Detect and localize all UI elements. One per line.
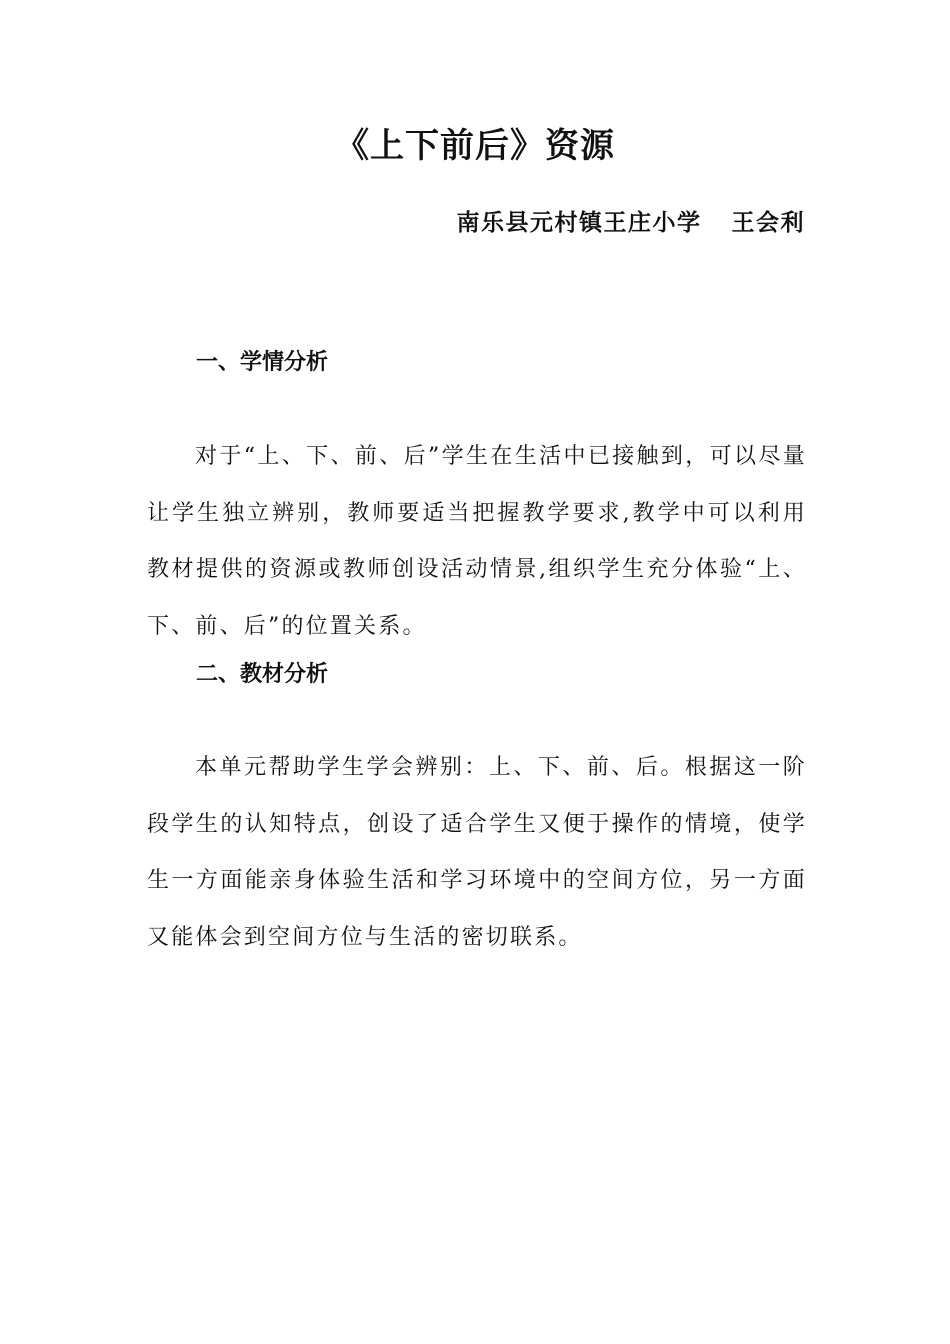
section-heading-learning-analysis: 一、学情分析 bbox=[196, 350, 329, 375]
section-paragraph-textbook-analysis: 本单元帮助学生学会辨别：上、下、前、后。根据这一阶段学生的认知特点，创设了适合学生又便于操作的情境，使学生一方面能亲身体验生活和学习环境中的空间方位，另一方面又能体会到空间方位与生活的密切联系。 bbox=[147, 755, 807, 950]
author-school: 南乐县元村镇王庄小学 bbox=[456, 209, 702, 236]
author-line bbox=[457, 203, 806, 243]
section-heading-textbook-analysis: 二、教材分析 bbox=[196, 662, 329, 687]
document-title: 《上下前后》资源 bbox=[335, 126, 615, 166]
section-paragraph-learning-analysis: 对于“上、下、前、后”学生在生活中已接触到，可以尽量让学生独立辨别，教师要适当把握教学要求,教学中可以利用教材提供的资源或教师创设活动情景,组织学生充分体验“上、下、前、后”的位置关系。 bbox=[147, 444, 807, 639]
author-name: 王会利 bbox=[731, 209, 805, 236]
